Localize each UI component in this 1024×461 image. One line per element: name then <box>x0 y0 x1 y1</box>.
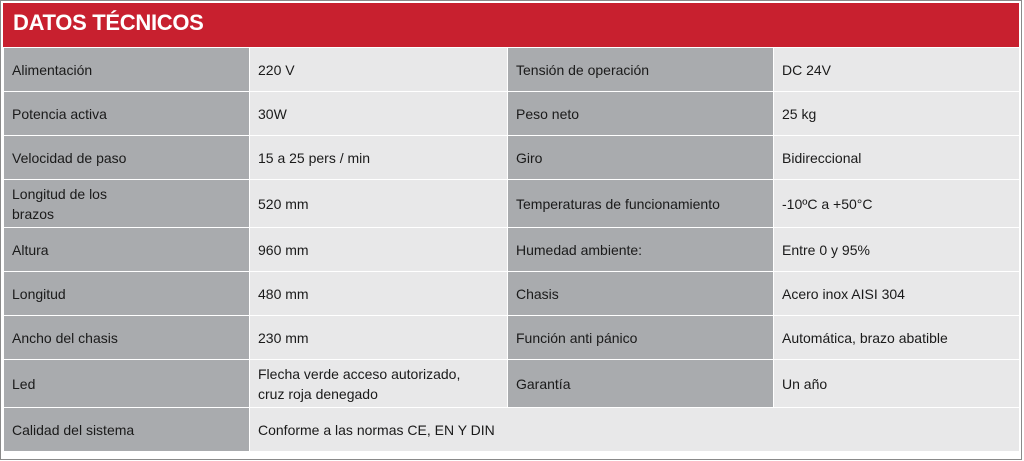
spec-value: 960 mm <box>250 228 508 272</box>
specs-table <box>3 47 1020 452</box>
table-row <box>4 136 1020 180</box>
section-header <box>3 3 1019 47</box>
spec-value: 30W <box>250 92 508 136</box>
spec-value: 25 kg <box>774 92 1020 136</box>
spec-value: Entre 0 y 95% <box>774 228 1020 272</box>
spec-label: Función anti pánico <box>508 316 774 360</box>
spec-label: Led <box>4 360 250 408</box>
table-row <box>4 228 1020 272</box>
spec-value: Un año <box>774 360 1020 408</box>
spec-label: Calidad del sistema <box>4 408 250 452</box>
spec-label: Chasis <box>508 272 774 316</box>
spec-label: Giro <box>508 136 774 180</box>
table-row <box>4 408 1020 452</box>
spec-value: -10ºC a +50°C <box>774 180 1020 228</box>
spec-value: 480 mm <box>250 272 508 316</box>
spec-label: Peso neto <box>508 92 774 136</box>
table-row <box>4 92 1020 136</box>
spec-label: Velocidad de paso <box>4 136 250 180</box>
spec-label: Altura <box>4 228 250 272</box>
spec-label: Humedad ambiente: <box>508 228 774 272</box>
table-row <box>4 180 1020 228</box>
spec-value: Bidireccional <box>774 136 1020 180</box>
spec-label: Ancho del chasis <box>4 316 250 360</box>
spec-label: Tensión de operación <box>508 48 774 92</box>
spec-label: Temperaturas de funcionamiento <box>508 180 774 228</box>
table-row <box>4 272 1020 316</box>
spec-label: Alimentación <box>4 48 250 92</box>
spec-value: 15 a 25 pers / min <box>250 136 508 180</box>
spec-value: Automática, brazo abatible <box>774 316 1020 360</box>
spec-value: 220 V <box>250 48 508 92</box>
spec-label: Potencia activa <box>4 92 250 136</box>
spec-value: Conforme a las normas CE, EN Y DIN <box>250 408 1020 452</box>
spec-label: Garantía <box>508 360 774 408</box>
spec-label: Longitud de los brazos <box>4 180 250 228</box>
spec-value: Flecha verde acceso autorizado, cruz roja denegado <box>250 360 508 408</box>
table-row <box>4 48 1020 92</box>
spec-value: 520 mm <box>250 180 508 228</box>
spec-value: Acero inox AISI 304 <box>774 272 1020 316</box>
spec-value: 230 mm <box>250 316 508 360</box>
section-title: DATOS TÉCNICOS <box>13 10 204 35</box>
table-row <box>4 316 1020 360</box>
spec-value: DC 24V <box>774 48 1020 92</box>
table-row <box>4 360 1020 408</box>
spec-label: Longitud <box>4 272 250 316</box>
